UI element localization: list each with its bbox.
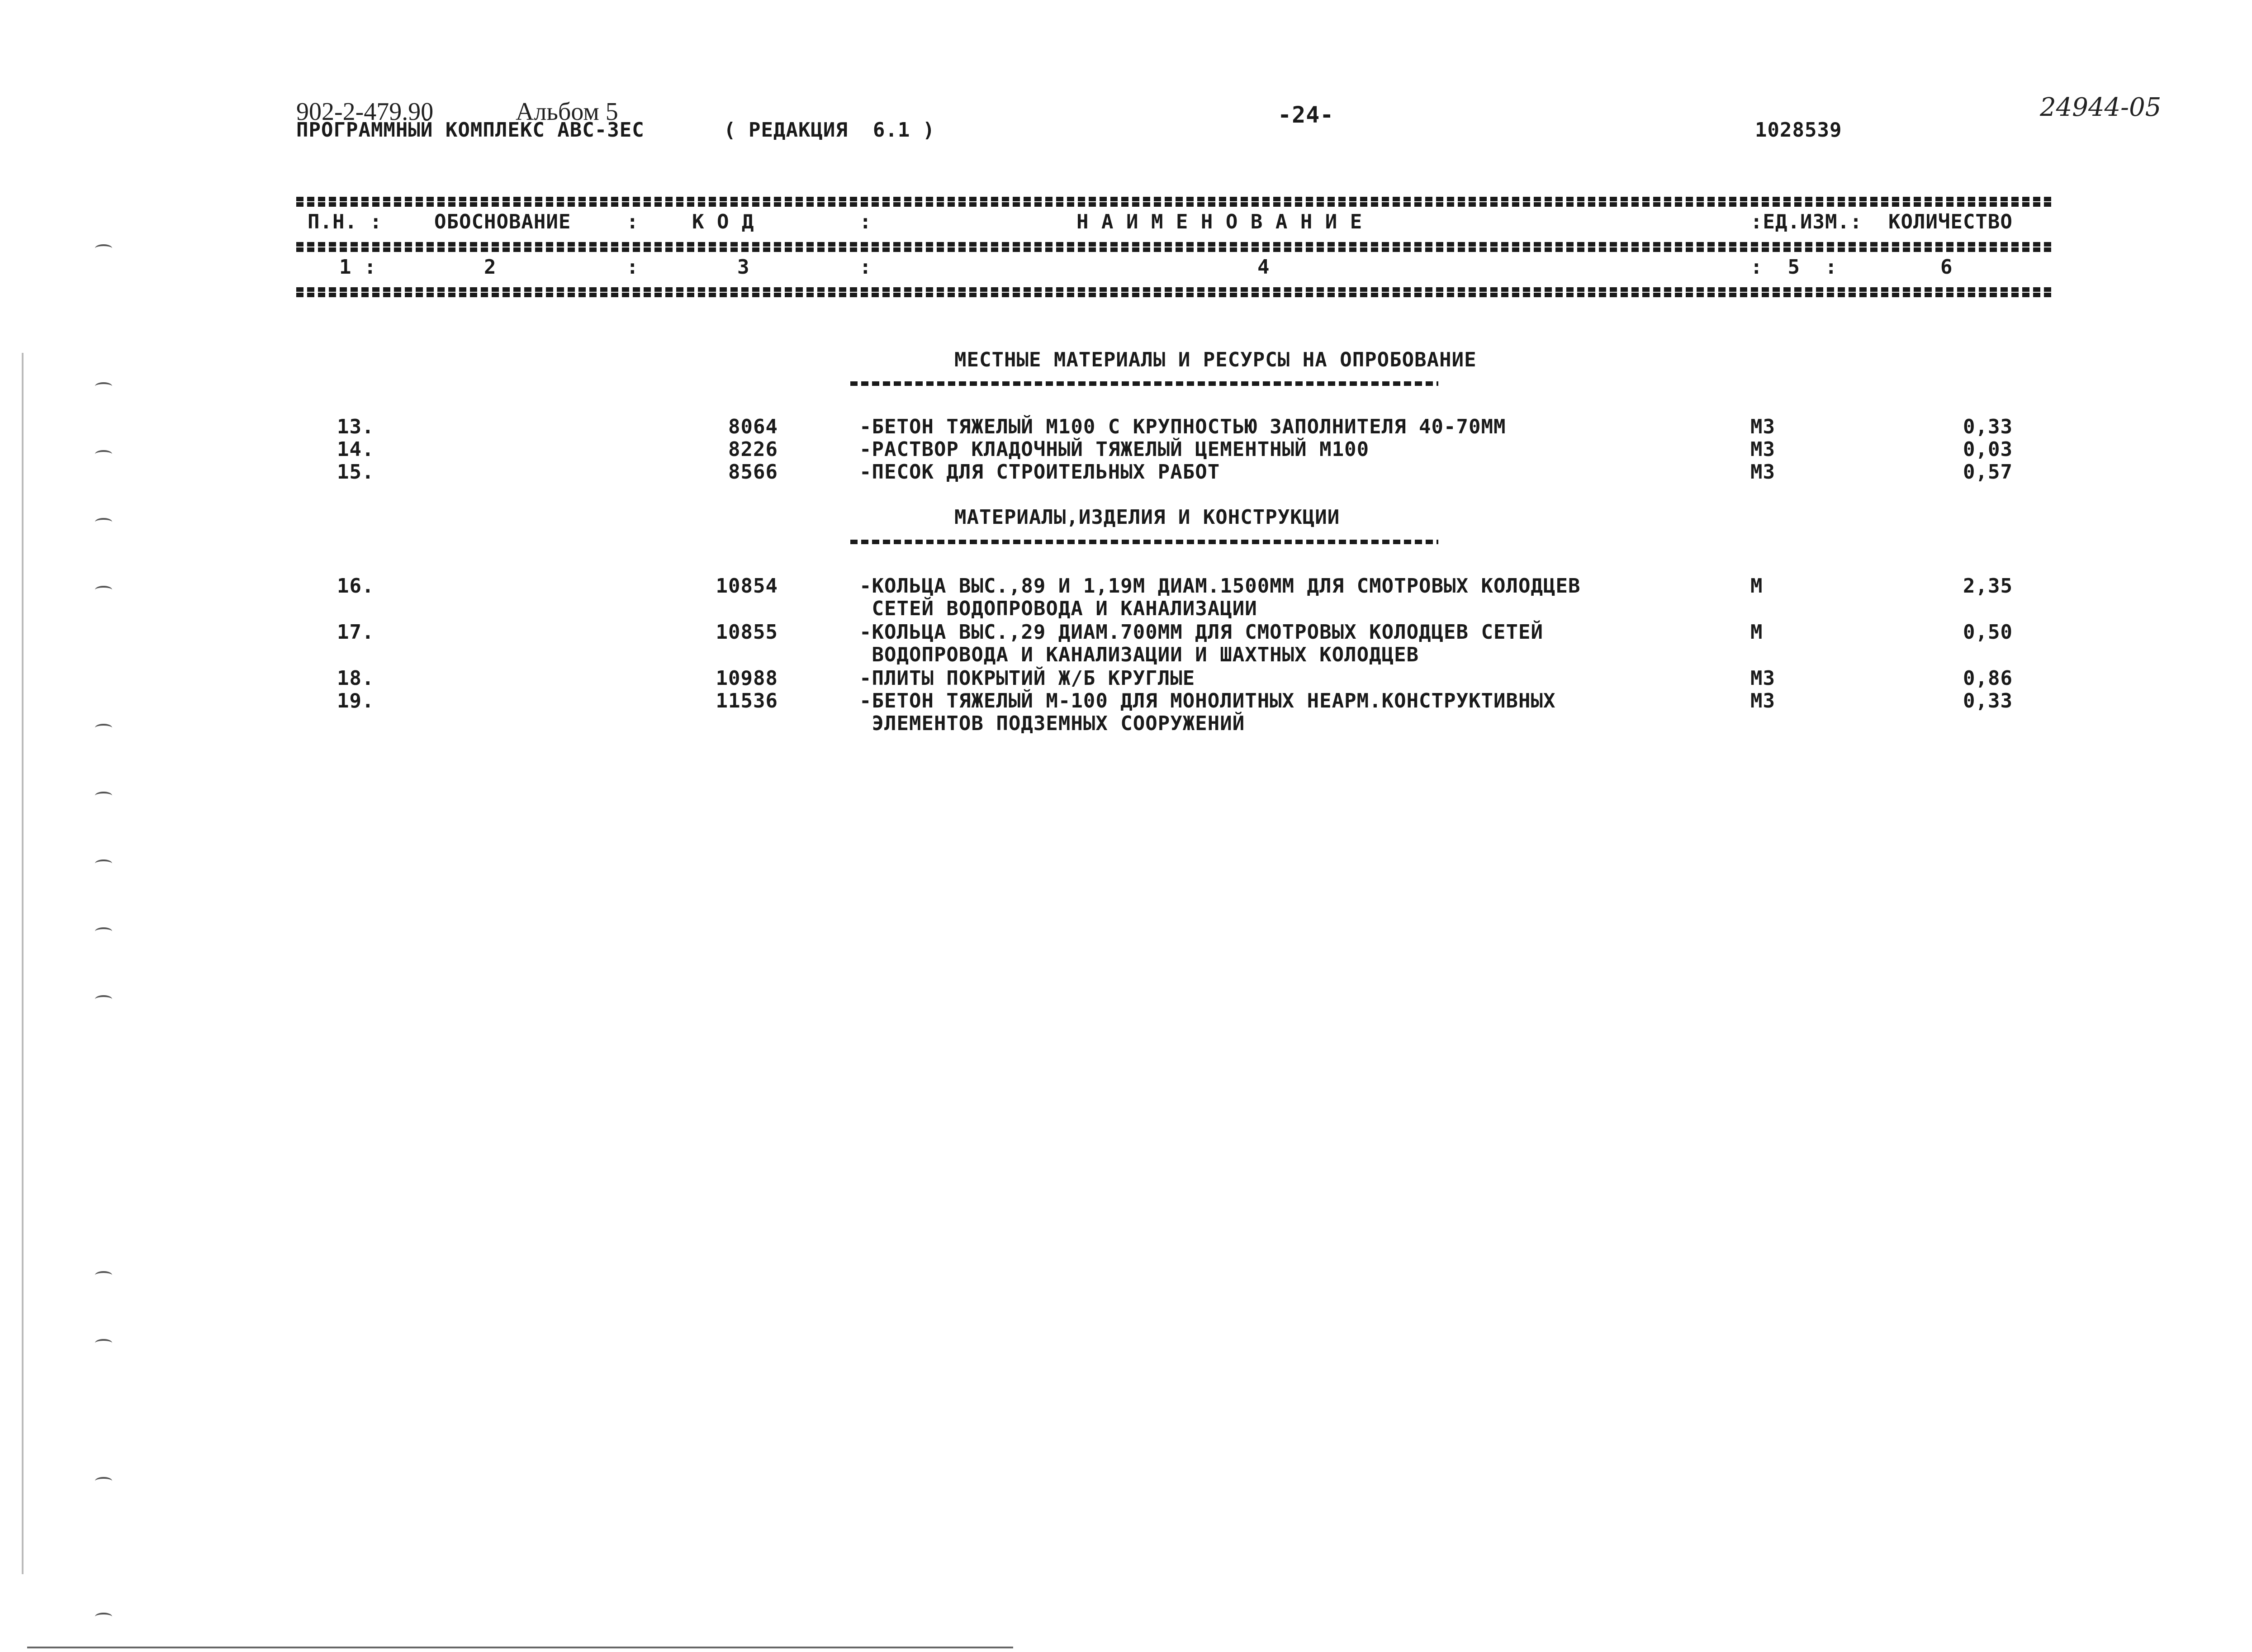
row-unit: М3 [1750,689,1775,712]
col-number-1: 1 : [339,256,377,279]
col-header-name: Н А И М Е Н О В А Н И Е [1076,210,1363,233]
col-number-2: 2 [484,256,497,279]
row-number: 17. [337,621,375,644]
header-rule-bottom-2 [296,293,2051,297]
row-qty: 0,03 [1963,438,2013,461]
col-number-4: 4 [1257,256,1270,279]
row-number: 15. [337,460,375,484]
row-qty: 0,33 [1963,415,2013,438]
row-code: 8064 [728,415,778,438]
binding-hole-mark [95,927,112,935]
binding-hole-mark [95,1613,112,1621]
row-number: 13. [337,415,375,438]
row-name: -КОЛЬЦА ВЫС.,29 ДИАМ.700ММ ДЛЯ СМОТРОВЫХ КОЛОДЦЕВ СЕТЕЙ [859,621,1543,644]
section-title-local-materials: МЕСТНЫЕ МАТЕРИАЛЫ И РЕСУРСЫ НА ОПРОБОВАНИЕ [954,348,1477,371]
binding-hole-mark [95,518,112,526]
row-number: 16. [337,574,375,598]
header-rule-top [296,197,2051,201]
section-title-materials-products: МАТЕРИАЛЫ,ИЗДЕЛИЯ И КОНСТРУКЦИИ [954,506,1340,529]
row-number: 18. [337,667,375,690]
col-number-6: 6 [1940,256,1953,279]
row-number: 14. [337,438,375,461]
col-header-basis: ОБОСНОВАНИЕ [434,210,571,233]
row-unit: М [1750,621,1763,644]
header-rule-bottom [296,287,2051,292]
edition-label: ( РЕДАКЦИЯ 6.1 ) [724,119,935,142]
col-header-sep-2: : [859,210,872,233]
row-unit: М3 [1750,438,1775,461]
row-name-continued: СЕТЕЙ ВОДОПРОВОДА И КАНАЛИЗАЦИИ [859,597,1257,620]
page-edge-line [22,353,24,1574]
col-number-3: 3 [737,256,750,279]
binding-hole-mark [95,450,112,458]
binding-hole-mark [95,995,112,1003]
row-code: 10855 [716,621,778,644]
row-name: -РАСТВОР КЛАДОЧНЫЙ ТЯЖЕЛЫЙ ЦЕМЕНТНЫЙ М100 [859,438,1370,461]
document-number: 1028539 [1755,119,1842,142]
row-name: -БЕТОН ТЯЖЕЛЫЙ М100 С КРУПНОСТЬЮ ЗАПОЛНИТЕЛЯ 40-70ММ [859,415,1506,438]
row-unit: М3 [1750,415,1775,438]
row-name: -ПЛИТЫ ПОКРЫТИЙ Ж/Б КРУГЛЫЕ [859,667,1195,690]
section-underline-2 [850,540,1438,544]
row-qty: 0,33 [1963,689,2013,712]
row-qty: 0,57 [1963,460,2013,484]
binding-hole-mark [95,244,112,252]
binding-hole-mark [95,1271,112,1279]
section-underline-1 [850,381,1438,386]
binding-hole-mark [95,1477,112,1485]
col-number-5: : 5 : [1750,256,1838,279]
binding-hole-mark [95,1339,112,1347]
binding-hole-mark [95,792,112,800]
program-title: ПРОГРАММНЫЙ КОМПЛЕКС АВС-3ЕС [296,119,645,142]
col-header-code: К О Д [692,210,754,233]
header-rule-mid [296,242,2051,247]
col-header-unit: :ЕД.ИЗМ.: [1750,210,1863,233]
row-name-continued: ЭЛЕМЕНТОВ ПОДЗЕМНЫХ СООРУЖЕНИЙ [859,712,1245,735]
col-number-sep-1: : [626,256,639,279]
row-number: 19. [337,689,375,712]
doc-code: 902-2-479.90 [296,98,434,126]
row-name-continued: ВОДОПРОВОДА И КАНАЛИЗАЦИИ И ШАХТНЫХ КОЛОДЦЕВ [859,643,1419,666]
row-qty: 0,50 [1963,621,2013,644]
header-rule-mid-2 [296,247,2051,252]
row-code: 11536 [716,689,778,712]
binding-hole-mark [95,859,112,868]
row-name: -ПЕСОК ДЛЯ СТРОИТЕЛЬНЫХ РАБОТ [859,460,1220,484]
header-rule-top-2 [296,202,2051,207]
handwritten-id: 24944-05 [2040,93,2162,122]
row-code: 10854 [716,574,778,598]
row-qty: 2,35 [1963,574,2013,598]
page-bottom-edge [27,1647,1013,1648]
row-name: -КОЛЬЦА ВЫС.,89 И 1,19М ДИАМ.1500ММ ДЛЯ СМОТРОВЫХ КОЛОДЦЕВ [859,574,1581,598]
col-number-sep-2: : [859,256,872,279]
row-code: 10988 [716,667,778,690]
album-label: Альбом 5 [516,98,618,126]
binding-hole-mark [95,724,112,732]
row-unit: М3 [1750,460,1775,484]
col-header-qty: КОЛИЧЕСТВО [1888,210,2013,233]
row-qty: 0,86 [1963,667,2013,690]
col-header-pn: П.Н. : [308,210,382,233]
col-header-sep-1: : [626,210,639,233]
row-unit: М [1750,574,1763,598]
binding-hole-mark [95,382,112,390]
row-unit: М3 [1750,667,1775,690]
row-code: 8566 [728,460,778,484]
row-name: -БЕТОН ТЯЖЕЛЫЙ М-100 ДЛЯ МОНОЛИТНЫХ НЕАРМ.КОНСТРУКТИВНЫХ [859,689,1556,712]
page-number: -24- [1278,102,1334,128]
row-code: 8226 [728,438,778,461]
binding-hole-mark [95,586,112,594]
